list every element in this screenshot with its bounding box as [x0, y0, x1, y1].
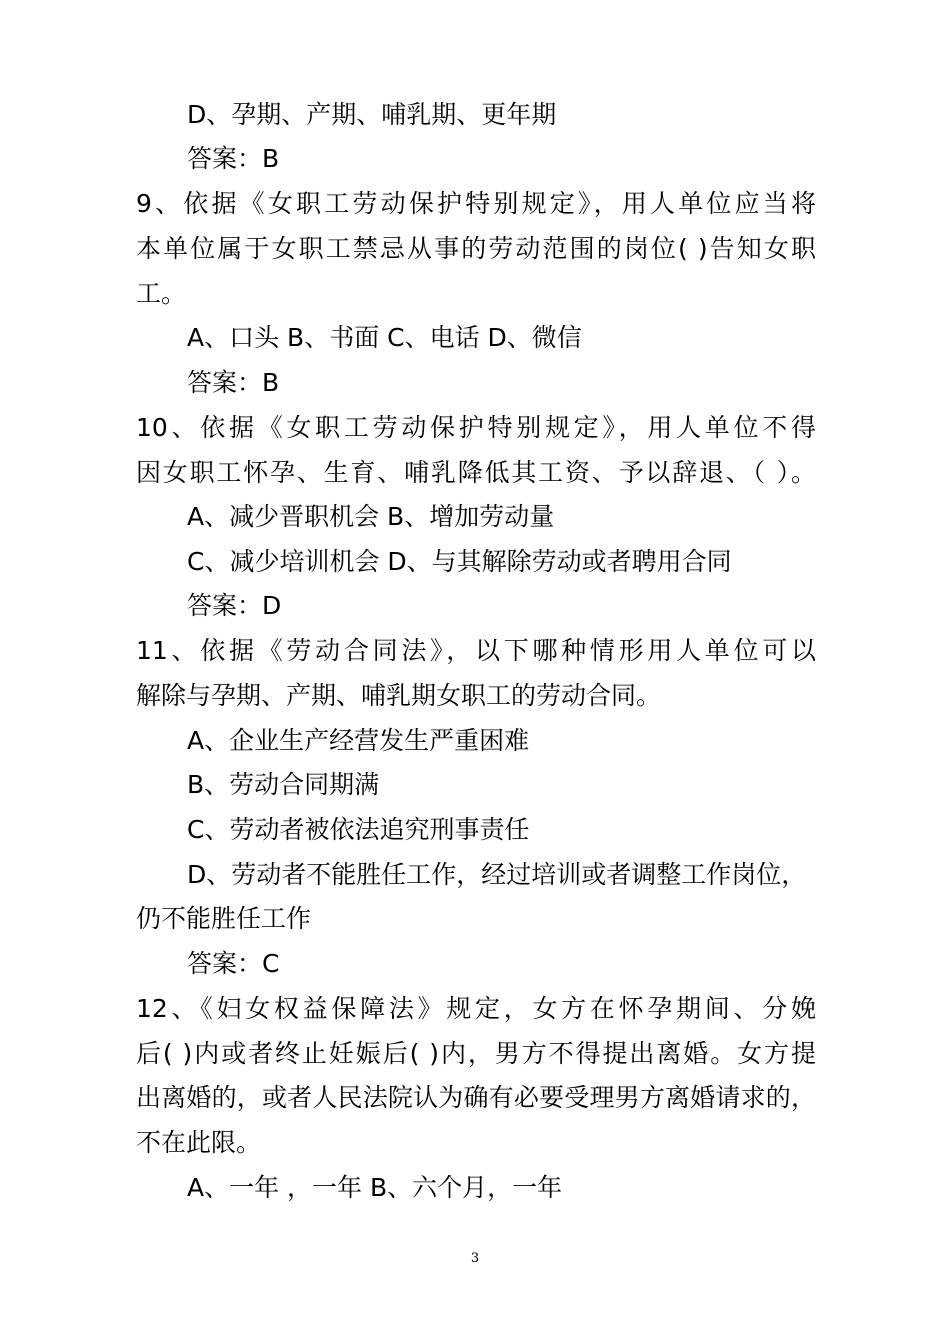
q9-question-line-1: 9、依据《女职工劳动保护特别规定》，用人单位应当将	[136, 189, 816, 218]
q11-option-d-line-1: D、劳动者不能胜任工作，经过培训或者调整工作岗位，	[187, 860, 807, 889]
q12-question-line-2: 后( )内或者终止妊娠后( )内，男方不得提出离婚。女方提	[136, 1039, 816, 1068]
q9-options: A、口头 B、书面 C、电话 D、微信	[187, 323, 582, 352]
q9-question-line-3: 工。	[136, 279, 187, 308]
q10-question-line-1: 10、依据《女职工劳动保护特别规定》，用人单位不得	[136, 413, 816, 442]
q12-question-line-3: 出离婚的，或者人民法院认为确有必要受理男方离婚请求的，	[136, 1083, 816, 1112]
q11-question-line-2: 解除与孕期、产期、哺乳期女职工的劳动合同。	[136, 681, 662, 710]
q10-options-ab: A、减少晋职机会 B、增加劳动量	[187, 502, 555, 531]
q11-question-line-1: 11、依据《劳动合同法》，以下哪种情形用人单位可以	[136, 636, 816, 665]
q11-answer: 答案：C	[187, 949, 280, 978]
q12-question-line-4: 不在此限。	[136, 1128, 262, 1157]
q10-question-line-2: 因女职工怀孕、生育、哺乳降低其工资、予以辞退、（ ）。	[136, 458, 816, 487]
q8-answer: 答案：B	[187, 144, 280, 173]
q11-option-d-line-2: 仍不能胜任工作	[136, 904, 312, 933]
q11-option-c: C、劳动者被依法追究刑事责任	[187, 815, 530, 844]
q9-question-line-2: 本单位属于女职工禁忌从事的劳动范围的岗位( )告知女职	[136, 234, 816, 263]
q10-options-cd: C、减少培训机会 D、与其解除劳动或者聘用合同	[187, 547, 732, 576]
q12-options-ab: A、一年 ，一年 B、六个月，一年	[187, 1173, 563, 1202]
q11-option-b: B、劳动合同期满	[187, 770, 380, 799]
q12-question-line-1: 12、《妇女权益保障法》规定，女方在怀孕期间、分娩	[136, 994, 816, 1023]
q8-option-d: D、孕期、产期、哺乳期、更年期	[187, 100, 557, 129]
q11-option-a: A、企业生产经营发生严重困难	[187, 726, 530, 755]
page-number: 3	[470, 1251, 480, 1266]
q9-answer: 答案：B	[187, 368, 280, 397]
q10-answer: 答案：D	[187, 591, 282, 620]
